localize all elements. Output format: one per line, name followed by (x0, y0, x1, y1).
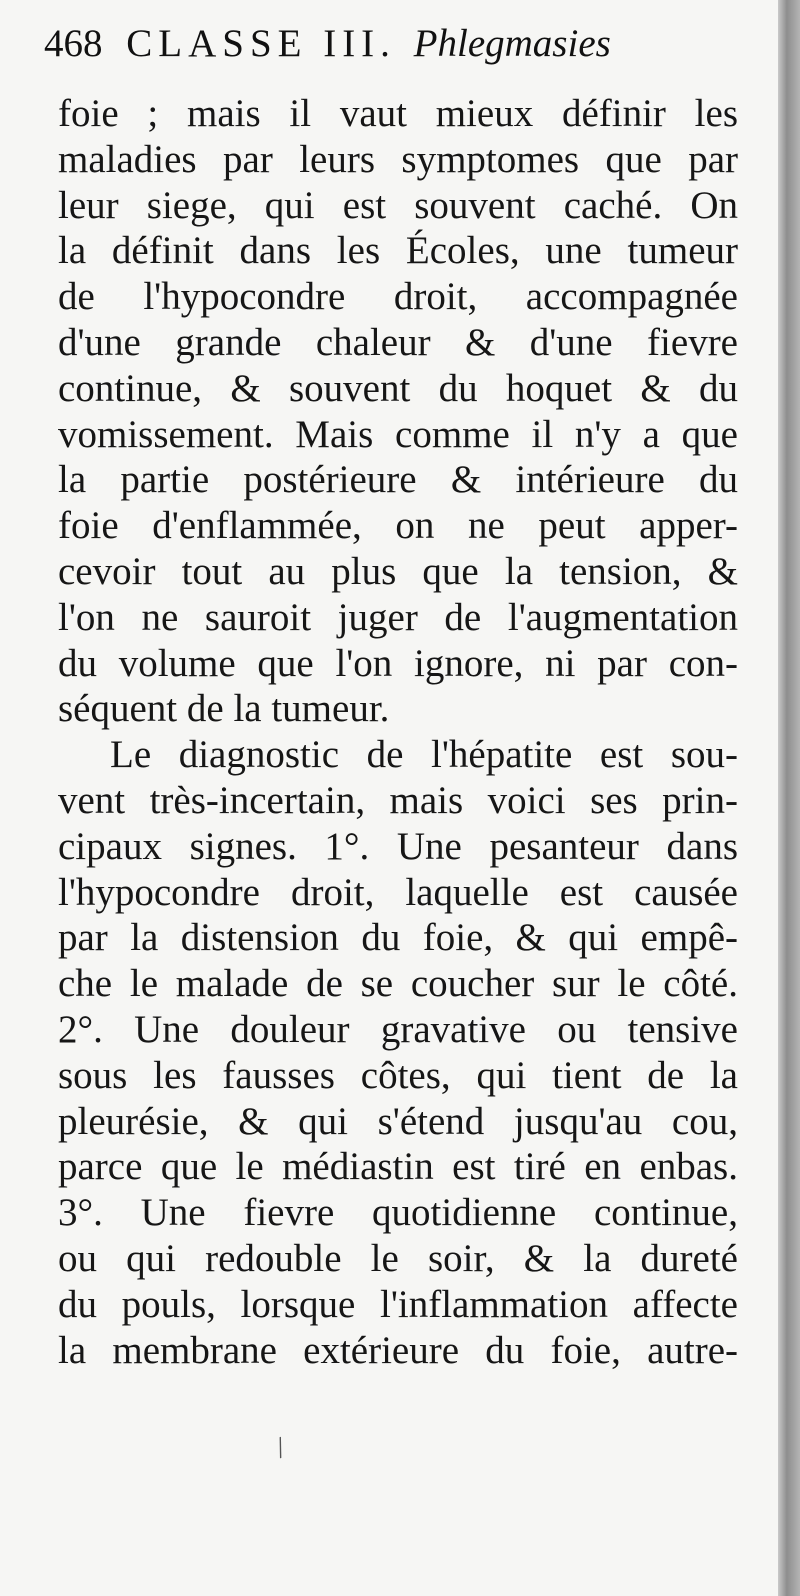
text-line: parce que le médiastin est tiré en enbas. (58, 1145, 738, 1189)
text-line: foie ; mais il vaut mieux définir les (58, 92, 738, 135)
text-line: ou qui redouble le soir, & la dureté (58, 1236, 738, 1280)
text-line: de l'hypocondre droit, accompagnée (58, 275, 738, 319)
paragraph-start-line: Le diagnostic de l'hépatite est sou- (110, 733, 738, 777)
text-line: maladies par leurs symptomes que par (58, 137, 738, 181)
text-line: par la distension du foie, & qui empê- (58, 916, 738, 960)
class-heading: CLASSE III. (126, 22, 396, 65)
text-line: 2°. Une douleur gravative ou tensive (58, 1007, 738, 1051)
paragraph-end-line: séquent de la tumeur. (58, 687, 390, 731)
stray-ink-mark: / (270, 1430, 291, 1465)
text-line: cipaux signes. 1°. Une pesanteur dans (58, 824, 738, 868)
binding-gutter (778, 0, 800, 1596)
text-line: la membrane extérieure du foie, autre- (58, 1328, 738, 1372)
text-line: l'hypocondre droit, laquelle est causée (58, 870, 738, 914)
text-line: foie d'enflammée, on ne peut apper- (58, 504, 738, 548)
text-line: du pouls, lorsque l'inflammation affecte (58, 1282, 738, 1326)
section-heading: Phlegmasies (413, 22, 611, 65)
text-line: vomissement. Mais comme il n'y a que (58, 412, 738, 456)
text-line: la définit dans les Écoles, une tumeur (58, 229, 738, 273)
text-line: l'on ne sauroit juger de l'augmentation (58, 595, 738, 639)
text-line: cevoir tout au plus que la tension, & (58, 549, 738, 593)
text-line: leur siege, qui est souvent caché. On (58, 183, 738, 227)
running-head (44, 14, 744, 74)
text-line: 3°. Une fievre quotidienne continue, (58, 1191, 738, 1235)
text-line: pleurésie, & qui s'étend jusqu'au cou, (58, 1099, 738, 1143)
text-line: continue, & souvent du hoquet & du (58, 366, 738, 410)
text-line: la partie postérieure & intérieure du (58, 458, 738, 502)
text-line: sous les fausses côtes, qui tient de la (58, 1053, 738, 1097)
text-line: vent très-incertain, mais voici ses prin- (58, 778, 738, 822)
text-line: che le malade de se coucher sur le côté. (58, 962, 738, 1006)
page-number: 468 (44, 22, 103, 65)
body-text (58, 91, 738, 1373)
text-line: d'une grande chaleur & d'une fievre (58, 320, 738, 364)
text-line: du volume que l'on ignore, ni par con- (58, 641, 738, 685)
